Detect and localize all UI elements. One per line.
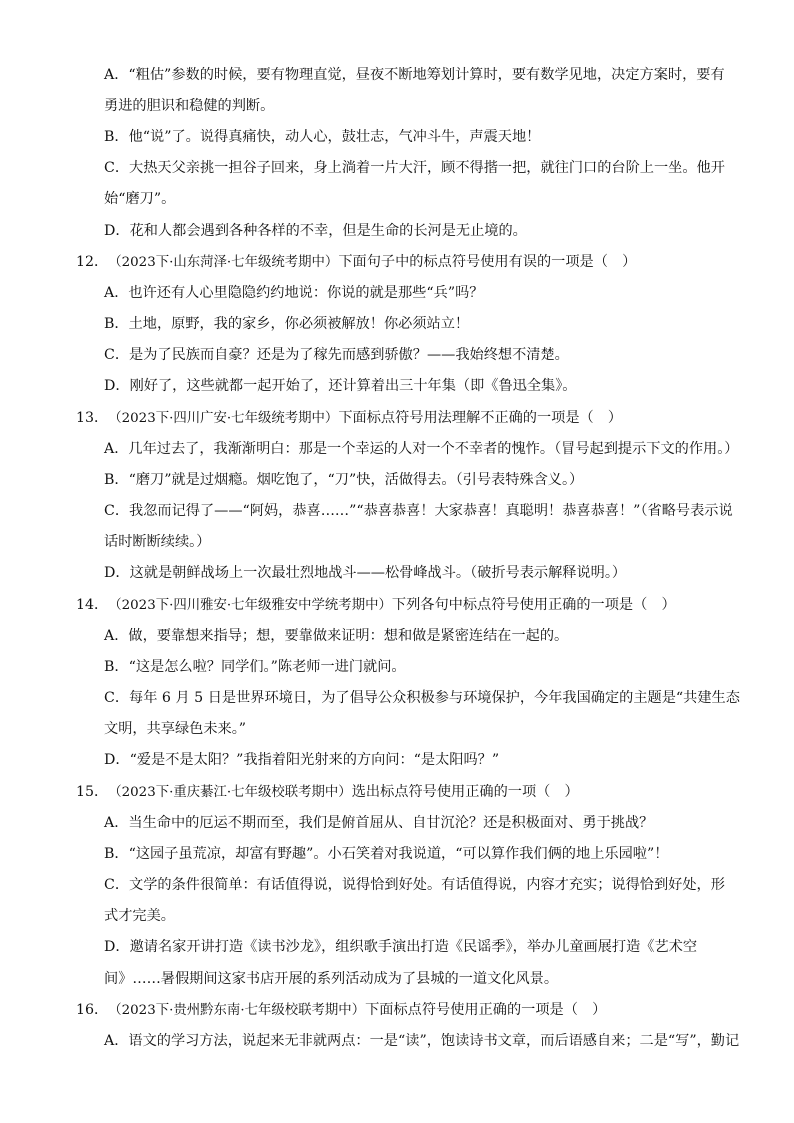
- question-heading: [0, 409, 794, 428]
- answer-option-continuation: 话时断断续续。）: [104, 534, 211, 550]
- answer-option: A．几年过去了，我渐渐明白：那是一个幸运的人对一个不幸者的愧怍。（冒号起到提示下文的作用。）: [104, 441, 739, 457]
- answer-option: A．当生命中的厄运不期而至，我们是俯首屈从、自甘沉沦？还是积极面对、勇于挑战？: [104, 815, 654, 831]
- answer-option: C．大热天父亲挑一担谷子回来，身上淌着一片大汗，顾不得揩一把，就往门口的台阶上一坐。他开: [104, 160, 725, 176]
- answer-option: A．做，要靠想来指导；想，要靠做来证明：想和做是紧密连结在一起的。: [104, 628, 569, 644]
- question-source: （2023下·山东菏泽·七年级统考期中）: [108, 255, 339, 270]
- answer-option: B．“磨刀”就是过烟瘾。烟吃饱了，“刀”快，活做得去。（引号表特殊含义。）: [104, 472, 584, 488]
- question-heading: [0, 1001, 794, 1020]
- question-number: 15．: [76, 784, 109, 800]
- question-number: 13．: [76, 410, 109, 426]
- answer-option: A．语文的学习方法，说起来无非就两点：一是“读”，饱读诗书文章，而后语感自来；二是“写”，勤记: [104, 1033, 740, 1049]
- answer-option: D．花和人都会遇到各种各样的不幸，但是生命的长河是无止境的。: [104, 223, 527, 239]
- question-source: （2023下·四川广安·七年级统考期中）: [108, 411, 339, 426]
- question-heading: [0, 596, 794, 615]
- answer-option: C．每年 6 月 5 日是世界环境日，为了倡导公众积极参与环境保护，今年我国确定的主题是“共建生态: [104, 690, 740, 706]
- answer-option: A．也许还有人心里隐隐约约地说：你说的就是那些“兵”吗？: [104, 285, 484, 301]
- question-text: 下面标点符号使用正确的一项是（ ）: [365, 1002, 607, 1018]
- answer-option: B．他“说”了。说得真痛快，动人心，鼓壮志，气冲斗牛，声震天地！: [104, 129, 541, 145]
- question-number: 16．: [76, 1002, 109, 1018]
- answer-option: D．刚好了，这些就都一起开始了，还计算着出三十年集（即《鲁迅全集》。: [104, 378, 577, 394]
- question-heading: [0, 253, 794, 272]
- question-source: （2023下·重庆綦江·七年级校联考期中）: [108, 785, 352, 800]
- answer-option: B．“这园子虽荒凉，却富有野趣”。小石笑着对我说道，“可以算作我们俩的地上乐园啦”！: [104, 846, 669, 862]
- question-number: 14．: [76, 597, 109, 613]
- answer-option: D．邀请名家开讲打造《读书沙龙》，组织歌手演出打造《民谣季》，举办儿童画展打造《艺术空: [104, 939, 698, 955]
- answer-option-continuation: 间》……暑假期间这家书店开展的系列活动成为了县城的一道文化风景。: [104, 971, 559, 987]
- answer-option: B．“这是怎么啦？同学们。”陈老师一进门就问。: [104, 659, 406, 675]
- answer-option-continuation: 勇进的胆识和稳健的判断。: [104, 98, 275, 114]
- answer-option: C．我忽而记得了——“阿妈，恭喜……”“恭喜恭喜！大家恭喜！真聪明！恭喜恭喜！”（省略号表示说: [104, 503, 733, 519]
- answer-option-continuation: 始“磨刀”。: [104, 191, 176, 207]
- question-text: 选出标点符号使用正确的一项（ ）: [351, 784, 579, 800]
- question-source: （2023下·四川雅安·七年级雅安中学统考期中）: [108, 598, 392, 613]
- answer-option-continuation: 文明，共享绿色未来。”: [104, 721, 247, 737]
- question-source: （2023下·贵州黔东南·七年级校联考期中）: [108, 1003, 366, 1018]
- question-text: 下面句子中的标点符号使用有误的一项是（ ）: [338, 254, 637, 270]
- answer-option: D．“爱是不是太阳？”我指着阳光射来的方向问：“是太阳吗？”: [104, 752, 500, 768]
- question-text: 下列各句中标点符号使用正确的一项是（ ）: [391, 597, 676, 613]
- answer-option: C．文学的条件很简单：有话值得说，说得恰到好处。有话值得说，内容才充实；说得恰到好处，形: [104, 877, 725, 893]
- answer-option: A．“粗估”参数的时候，要有物理直觉，昼夜不断地筹划计算时，要有数学见地，决定方案时，要有: [104, 67, 725, 83]
- question-number: 12．: [76, 254, 109, 270]
- answer-option: B．土地，原野，我的家乡，你必须被解放！你必须站立！: [104, 316, 470, 332]
- answer-option-continuation: 式才完美。: [104, 908, 175, 924]
- answer-option: D．这就是朝鲜战场上一次最壮烈地战斗——松骨峰战斗。（破折号表示解释说明。）: [104, 565, 627, 581]
- question-heading: [0, 783, 794, 802]
- question-text: 下面标点符号用法理解不正确的一项是（ ）: [338, 410, 623, 426]
- answer-option: C．是为了民族而自豪？还是为了稼先而感到骄傲？——我始终想不清楚。: [104, 347, 569, 363]
